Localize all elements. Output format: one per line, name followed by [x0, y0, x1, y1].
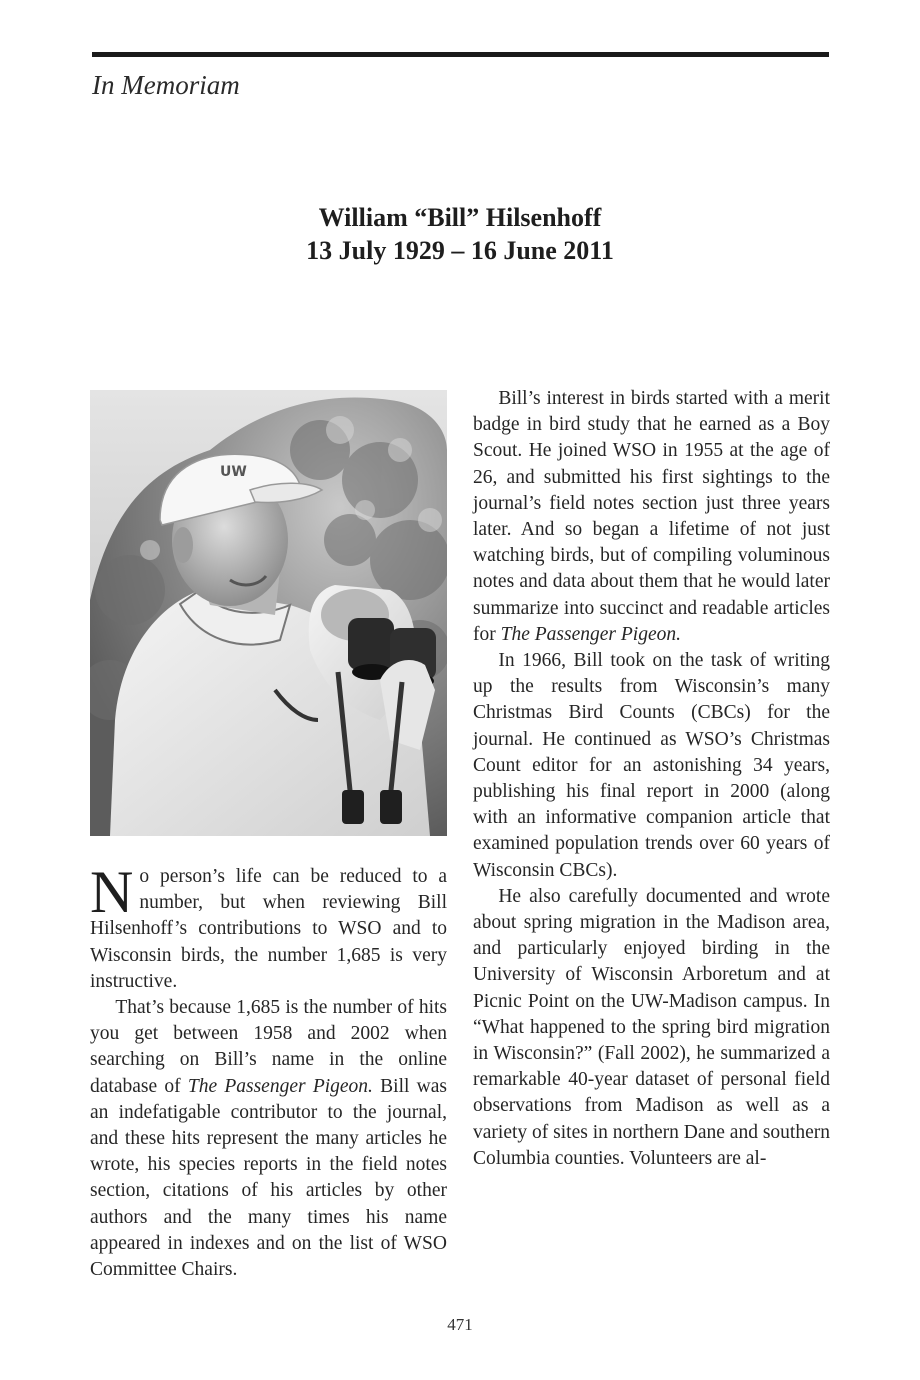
- left-column: [90, 859, 447, 1283]
- section-label: In Memoriam: [92, 70, 240, 100]
- journal-title-italic: The Passenger Pigeon.: [187, 1075, 373, 1097]
- left-paragraph-2-text-a: That’s because 1,685 is the number of hits you get between 1958 and 2002 when searching on Bill’s name in the online database of: [90, 997, 447, 1097]
- page-number: 471: [447, 1315, 473, 1334]
- left-paragraph-1: [90, 859, 447, 995]
- journal-title-italic: The Passenger Pigeon.: [500, 623, 681, 645]
- left-paragraph-2: [90, 995, 447, 1283]
- top-rule: [92, 52, 829, 57]
- cap-logo-text: UW: [220, 464, 247, 480]
- right-paragraph-2: In 1966, Bill took on the task of writing up the results from Wisconsin’s many Christmas Bird Counts (CBCs) for the journal. He continued as WSO’s Christmas Count editor for an astonishing 34 years, publishing his final report in 2000 (along with an informative companion article that examined population trends over 60 years of Wisconsin CBCs).: [473, 650, 830, 881]
- right-column: [473, 386, 830, 1172]
- portrait-photo: [90, 390, 447, 836]
- left-paragraph-2-text-b: Bill was an indefatigable contributor to the journal, and these hits represent the many articles he wrote, his species reports in the field notes section, citations of his articles by other authors and the many times his name appeared in indexes and on the list of WSO Committee Chairs.: [90, 1075, 447, 1281]
- left-paragraph-1-text: o person’s life can be reduced to a number, but when reviewing Bill Hilsenhoff’s contributions to WSO and to Wisconsin birds, the number 1,685 is very instructive.: [90, 866, 447, 992]
- right-paragraph-3: He also carefully documented and wrote about spring migration in the Madison area, and particularly enjoyed birding in the University of Wisconsin Arboretum and at Picnic Point on the UW-Madison campus. In “What happened to the spring bird migration in Wisconsin?” (Fall 2002), he summarized a remarkable 40-year dataset of personal field observations from Madison as well as a variety of sites in northern Dane and southern Columbia counties. Volunteers are al-: [473, 885, 830, 1169]
- drop-cap: N: [90, 859, 134, 925]
- obituary-name: William “Bill” Hilsenhoff: [318, 203, 602, 232]
- right-paragraph-1: [473, 386, 830, 648]
- obituary-dates: 13 July 1929 – 16 June 2011: [306, 236, 614, 265]
- right-paragraph-1-text: Bill’s interest in birds started with a merit badge in bird study that he earned as a Boy Scout. He joined WSO in 1955 at the age of 26, and submitted his first sightings to the journal’s field notes section just three years later. And so began a lifetime of not just watching birds, but of compiling voluminous notes and data about them that he would later summarize into succinct and readable articles for: [473, 388, 830, 645]
